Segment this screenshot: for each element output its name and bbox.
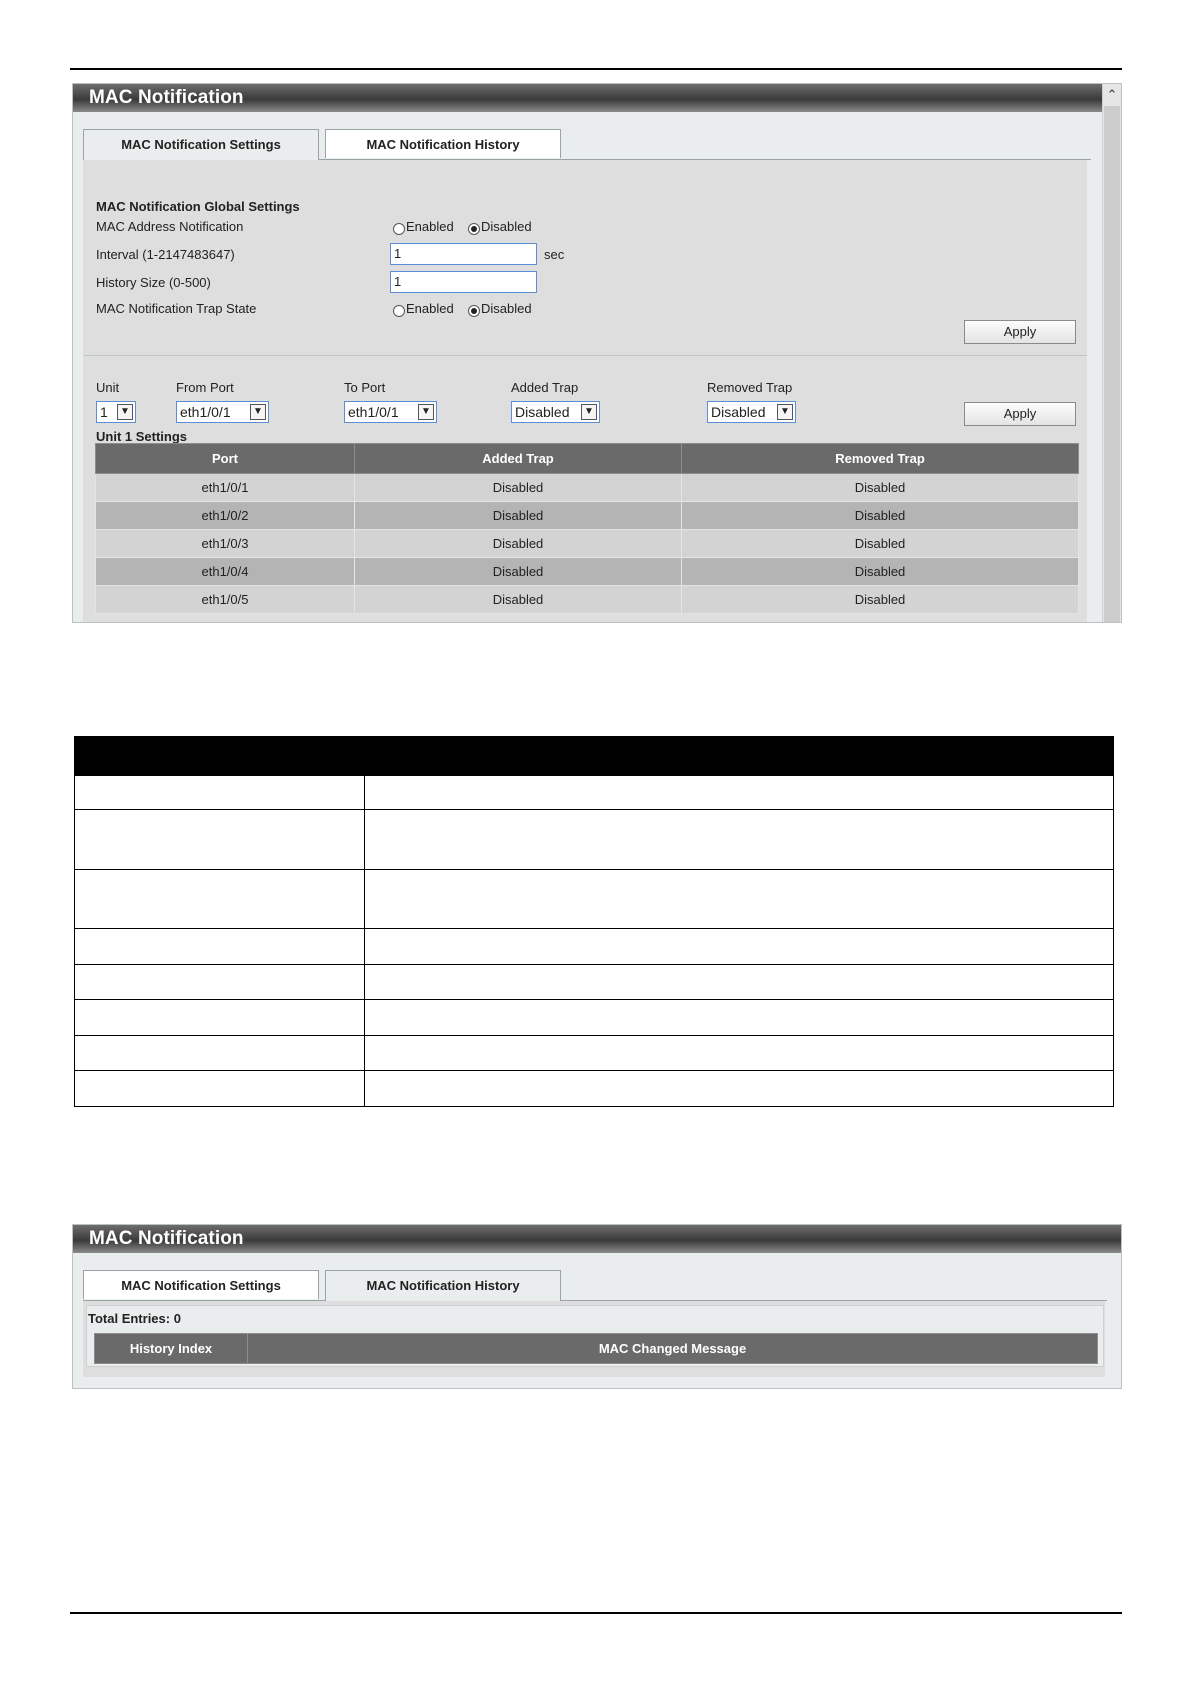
history-table [94,1333,1098,1364]
port-cell: eth1/0/4 [96,558,355,586]
table-row [96,530,1079,558]
from-port-label: From Port [176,380,234,395]
removed-trap-cell: Disabled [682,586,1079,614]
to-port-select[interactable] [344,401,437,423]
top-rule [70,68,1122,70]
description-row [75,810,1114,870]
total-entries: Total Entries: 0 [88,1311,181,1326]
column-header-port: Port [96,444,355,474]
panel-title: MAC Notification [73,1225,1121,1253]
history-content [83,1301,1105,1377]
added-trap-select[interactable] [511,401,600,423]
tab-mac-notification-settings[interactable]: MAC Notification Settings [83,129,319,160]
description-row [75,1071,1114,1107]
description-cell [365,1000,1114,1036]
table-row [96,586,1079,614]
mac-address-notification-enabled-radio[interactable] [393,223,405,235]
description-cell [75,870,365,929]
added-trap-cell: Disabled [355,502,682,530]
port-trap-table [95,443,1079,614]
panel-title: MAC Notification [73,84,1121,112]
enabled-label: Enabled [406,301,454,316]
vertical-scrollbar[interactable] [1102,84,1121,622]
global-settings-heading: MAC Notification Global Settings [96,199,300,214]
unit-label: Unit [96,380,120,395]
tab-bar [83,129,1091,160]
table-row [96,502,1079,530]
description-header-cell [365,737,1114,776]
unit-select[interactable] [96,401,136,423]
tab-mac-notification-settings[interactable]: MAC Notification Settings [83,1270,319,1299]
removed-trap-cell: Disabled [682,558,1079,586]
added-trap-label: Added Trap [511,380,579,395]
chevron-down-icon: ▼ [117,404,133,420]
mac-notification-settings-panel [72,83,1122,623]
section-divider [83,355,1087,356]
removed-trap-select[interactable] [707,401,796,423]
description-header-cell [75,737,365,776]
added-trap-select-value: Disabled [515,404,570,420]
description-row [75,1036,1114,1071]
port-cell: eth1/0/5 [96,586,355,614]
added-trap-cell: Disabled [355,558,682,586]
chevron-down-icon: ▼ [581,404,597,420]
scroll-up-icon[interactable]: ⌃ [1106,87,1118,102]
chevron-down-icon: ▼ [777,404,793,420]
mac-notification-history-panel [72,1224,1122,1389]
port-cell: eth1/0/3 [96,530,355,558]
trap-state-enabled-radio[interactable] [393,305,405,317]
enabled-label: Enabled [406,219,454,234]
tab-mac-notification-history[interactable]: MAC Notification History [325,1270,561,1301]
description-cell [75,965,365,1000]
description-cell [365,776,1114,810]
description-cell [75,1071,365,1107]
removed-trap-cell: Disabled [682,474,1079,502]
from-port-select[interactable] [176,401,269,423]
added-trap-cell: Disabled [355,586,682,614]
table-row [96,558,1079,586]
description-cell [365,965,1114,1000]
description-cell [75,1036,365,1071]
tab-mac-notification-history[interactable]: MAC Notification History [325,129,561,158]
description-cell [365,1036,1114,1071]
unit-select-value: 1 [100,404,108,420]
description-row [75,965,1114,1000]
added-trap-cell: Disabled [355,530,682,558]
to-port-label: To Port [344,380,386,395]
history-size-input[interactable]: 1 [390,271,537,293]
from-port-select-value: eth1/0/1 [180,404,231,420]
added-trap-cell: Disabled [355,474,682,502]
history-size-label: History Size (0-500) [96,275,211,290]
to-port-select-value: eth1/0/1 [348,404,399,420]
description-cell [365,1071,1114,1107]
unit-settings-title: Unit 1 Settings [96,429,188,444]
column-header-history-index: History Index [95,1334,248,1364]
removed-trap-select-value: Disabled [711,404,766,420]
parameter-description-table [74,736,1114,1107]
settings-content [83,160,1087,622]
description-cell [75,810,365,870]
global-apply-button[interactable]: Apply [964,320,1076,344]
mac-address-notification-label: MAC Address Notification [96,219,244,234]
column-header-mac-changed-message: MAC Changed Message [248,1334,1098,1364]
description-row [75,776,1114,810]
table-row [96,474,1079,502]
column-header-added-trap: Added Trap [355,444,682,474]
interval-unit: sec [544,247,565,262]
removed-trap-cell: Disabled [682,530,1079,558]
description-row [75,1000,1114,1036]
port-cell: eth1/0/1 [96,474,355,502]
trap-state-disabled-radio[interactable] [468,305,480,317]
removed-trap-cell: Disabled [682,502,1079,530]
disabled-label: Disabled [481,219,532,234]
interval-label: Interval (1-2147483647) [96,247,235,262]
bottom-rule [70,1612,1122,1614]
description-cell [75,776,365,810]
description-cell [75,1000,365,1036]
disabled-label: Disabled [481,301,532,316]
description-row [75,929,1114,965]
column-header-removed-trap: Removed Trap [682,444,1079,474]
description-cell [365,870,1114,929]
port-cell: eth1/0/2 [96,502,355,530]
description-cell [75,929,365,965]
port-apply-button[interactable]: Apply [964,402,1076,426]
chevron-down-icon: ▼ [418,404,434,420]
trap-state-label: MAC Notification Trap State [96,301,257,316]
description-cell [365,810,1114,870]
description-row [75,870,1114,929]
description-cell [365,929,1114,965]
interval-input[interactable]: 1 [390,243,537,265]
mac-address-notification-disabled-radio[interactable] [468,223,480,235]
removed-trap-label: Removed Trap [707,380,793,395]
tab-bar [83,1270,1107,1301]
scroll-thumb[interactable] [1104,106,1120,622]
chevron-down-icon: ▼ [250,404,266,420]
